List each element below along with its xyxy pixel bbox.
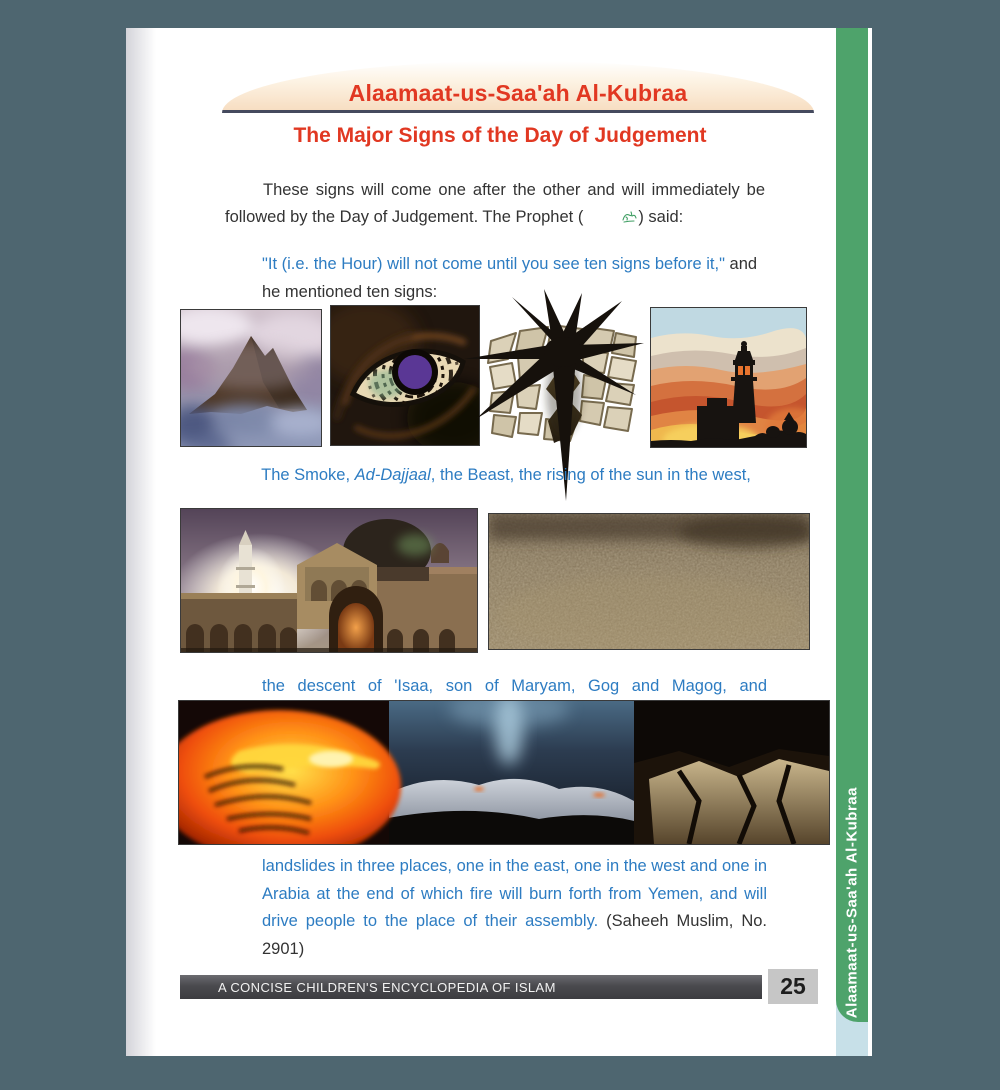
page-title: The Major Signs of the Day of Judgement [293, 124, 707, 147]
lava-landslide-image [178, 700, 830, 845]
intro-paragraph [225, 177, 765, 233]
page-number: 25 [768, 969, 818, 1004]
footer-bar [180, 975, 762, 999]
prophet-salutation-icon [583, 206, 638, 233]
intro-text-after: ) said: [638, 208, 684, 226]
closing-blue-text: landslides in three places, one in the east, one in the west and one in Arabia at the end of which fire will burn forth from Yemen, and will drive people to the place of their assembly. [262, 857, 767, 930]
mosque-image [180, 508, 478, 653]
hadith-paragraph [262, 250, 767, 306]
caption-row2: the descent of 'Isaa, son of Maryam, Gog and Magog, and [262, 677, 767, 695]
hadith-quote: "It (i.e. the Hour) will not come until you see ten signs before it," [262, 255, 725, 273]
hadith-connector: and [724, 255, 758, 273]
closing-reference: (Saheeh Muslim, No. 2901) [262, 912, 767, 958]
page-left-shadow [126, 28, 156, 1056]
footer-title: A CONCISE CHILDREN'S ENCYCLOPEDIA OF ISLAM [218, 979, 556, 995]
chapter-banner [222, 61, 814, 113]
caption1-pre: The Smoke, [261, 466, 355, 484]
caption-row1 [236, 466, 776, 485]
chapter-banner-title: Alaamaat-us-Saa'ah Al-Kubraa [348, 80, 688, 106]
dajjaal-eye-image [330, 305, 480, 446]
gog-magog-field-image [488, 513, 810, 650]
smoke-mountain-image [180, 309, 322, 447]
sidebar-green-strip [836, 28, 868, 1022]
caption1-post: , the Beast, the rising of the sun in the west, [430, 466, 751, 484]
intro-text-before: These signs will come one after the other and will immediately be followed by the Day of Judgement. The Prophet ( [225, 181, 765, 226]
hadith-continuation: he mentioned ten signs: [262, 283, 438, 301]
caption1-italic: Ad-Dajjaal [354, 466, 431, 484]
sunset-in-west-image [650, 307, 807, 448]
closing-paragraph [262, 853, 767, 963]
beast-star-image [486, 301, 638, 451]
book-page [126, 28, 872, 1056]
sidebar-rail [836, 28, 868, 1056]
sidebar-chapter-label: Alaamaat-us-Saa'ah Al-Kubraa [843, 786, 861, 1018]
